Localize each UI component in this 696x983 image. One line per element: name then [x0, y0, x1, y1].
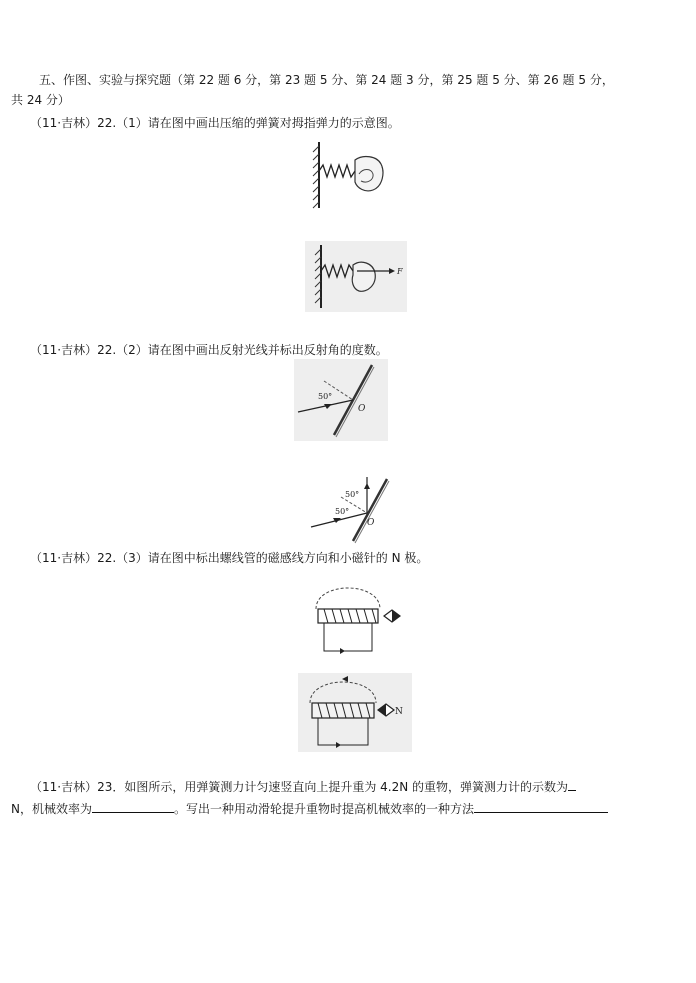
solenoid-question-figure [306, 583, 410, 657]
question-23-line2 [11, 800, 608, 817]
question-22-3: （11·吉林）22.（3）请在图中标出螺线管的磁感线方向和小磁针的 N 极。 [30, 551, 429, 565]
incidence-angle-label: 50° [335, 507, 350, 516]
mirror-incident-figure [294, 359, 388, 441]
answer-blank-method[interactable] [474, 800, 608, 813]
question-22-2: （11·吉林）22.（2）请在图中画出反射光线并标出反射角的度数。 [30, 343, 388, 357]
section-heading: 五、作图、实验与探究题（第 22 题 6 分，第 23 题 5 分、第 24 题 3 分，第 25 题 5 分、第 26 题 5 分， [39, 73, 614, 87]
question-22-1: （11·吉林）22.（1）请在图中画出压缩的弹簧对拇指弹力的示意图。 [30, 116, 400, 130]
answer-blank-reading[interactable] [568, 778, 576, 791]
angle-label: 50° [318, 392, 333, 401]
mirror-reflection-answer-figure [307, 475, 395, 545]
question-23-text-a: （11·吉林）23．如图所示，用弹簧测力计匀速竖直向上提升重为 4.2N 的重物，弹簧测力计的示数为 [30, 780, 569, 794]
reflection-angle-label: 50° [345, 490, 360, 499]
spring-force-answer-figure [305, 241, 407, 312]
point-o-label-answer: O [367, 518, 375, 528]
section-heading-continued: 共 24 分） [11, 93, 70, 107]
question-23-line1 [30, 778, 576, 795]
point-o-label: O [358, 404, 366, 414]
north-pole-label: N [395, 707, 403, 717]
answer-blank-efficiency[interactable] [92, 800, 174, 813]
question-23-text-b: N，机械效率为 [11, 802, 92, 816]
force-label: F [397, 267, 403, 276]
spring-thumb-figure [311, 138, 386, 212]
question-23-text-c: 。写出一种用动滑轮提升重物时提高机械效率的一种方法 [173, 802, 474, 816]
solenoid-answer-figure [298, 673, 412, 752]
